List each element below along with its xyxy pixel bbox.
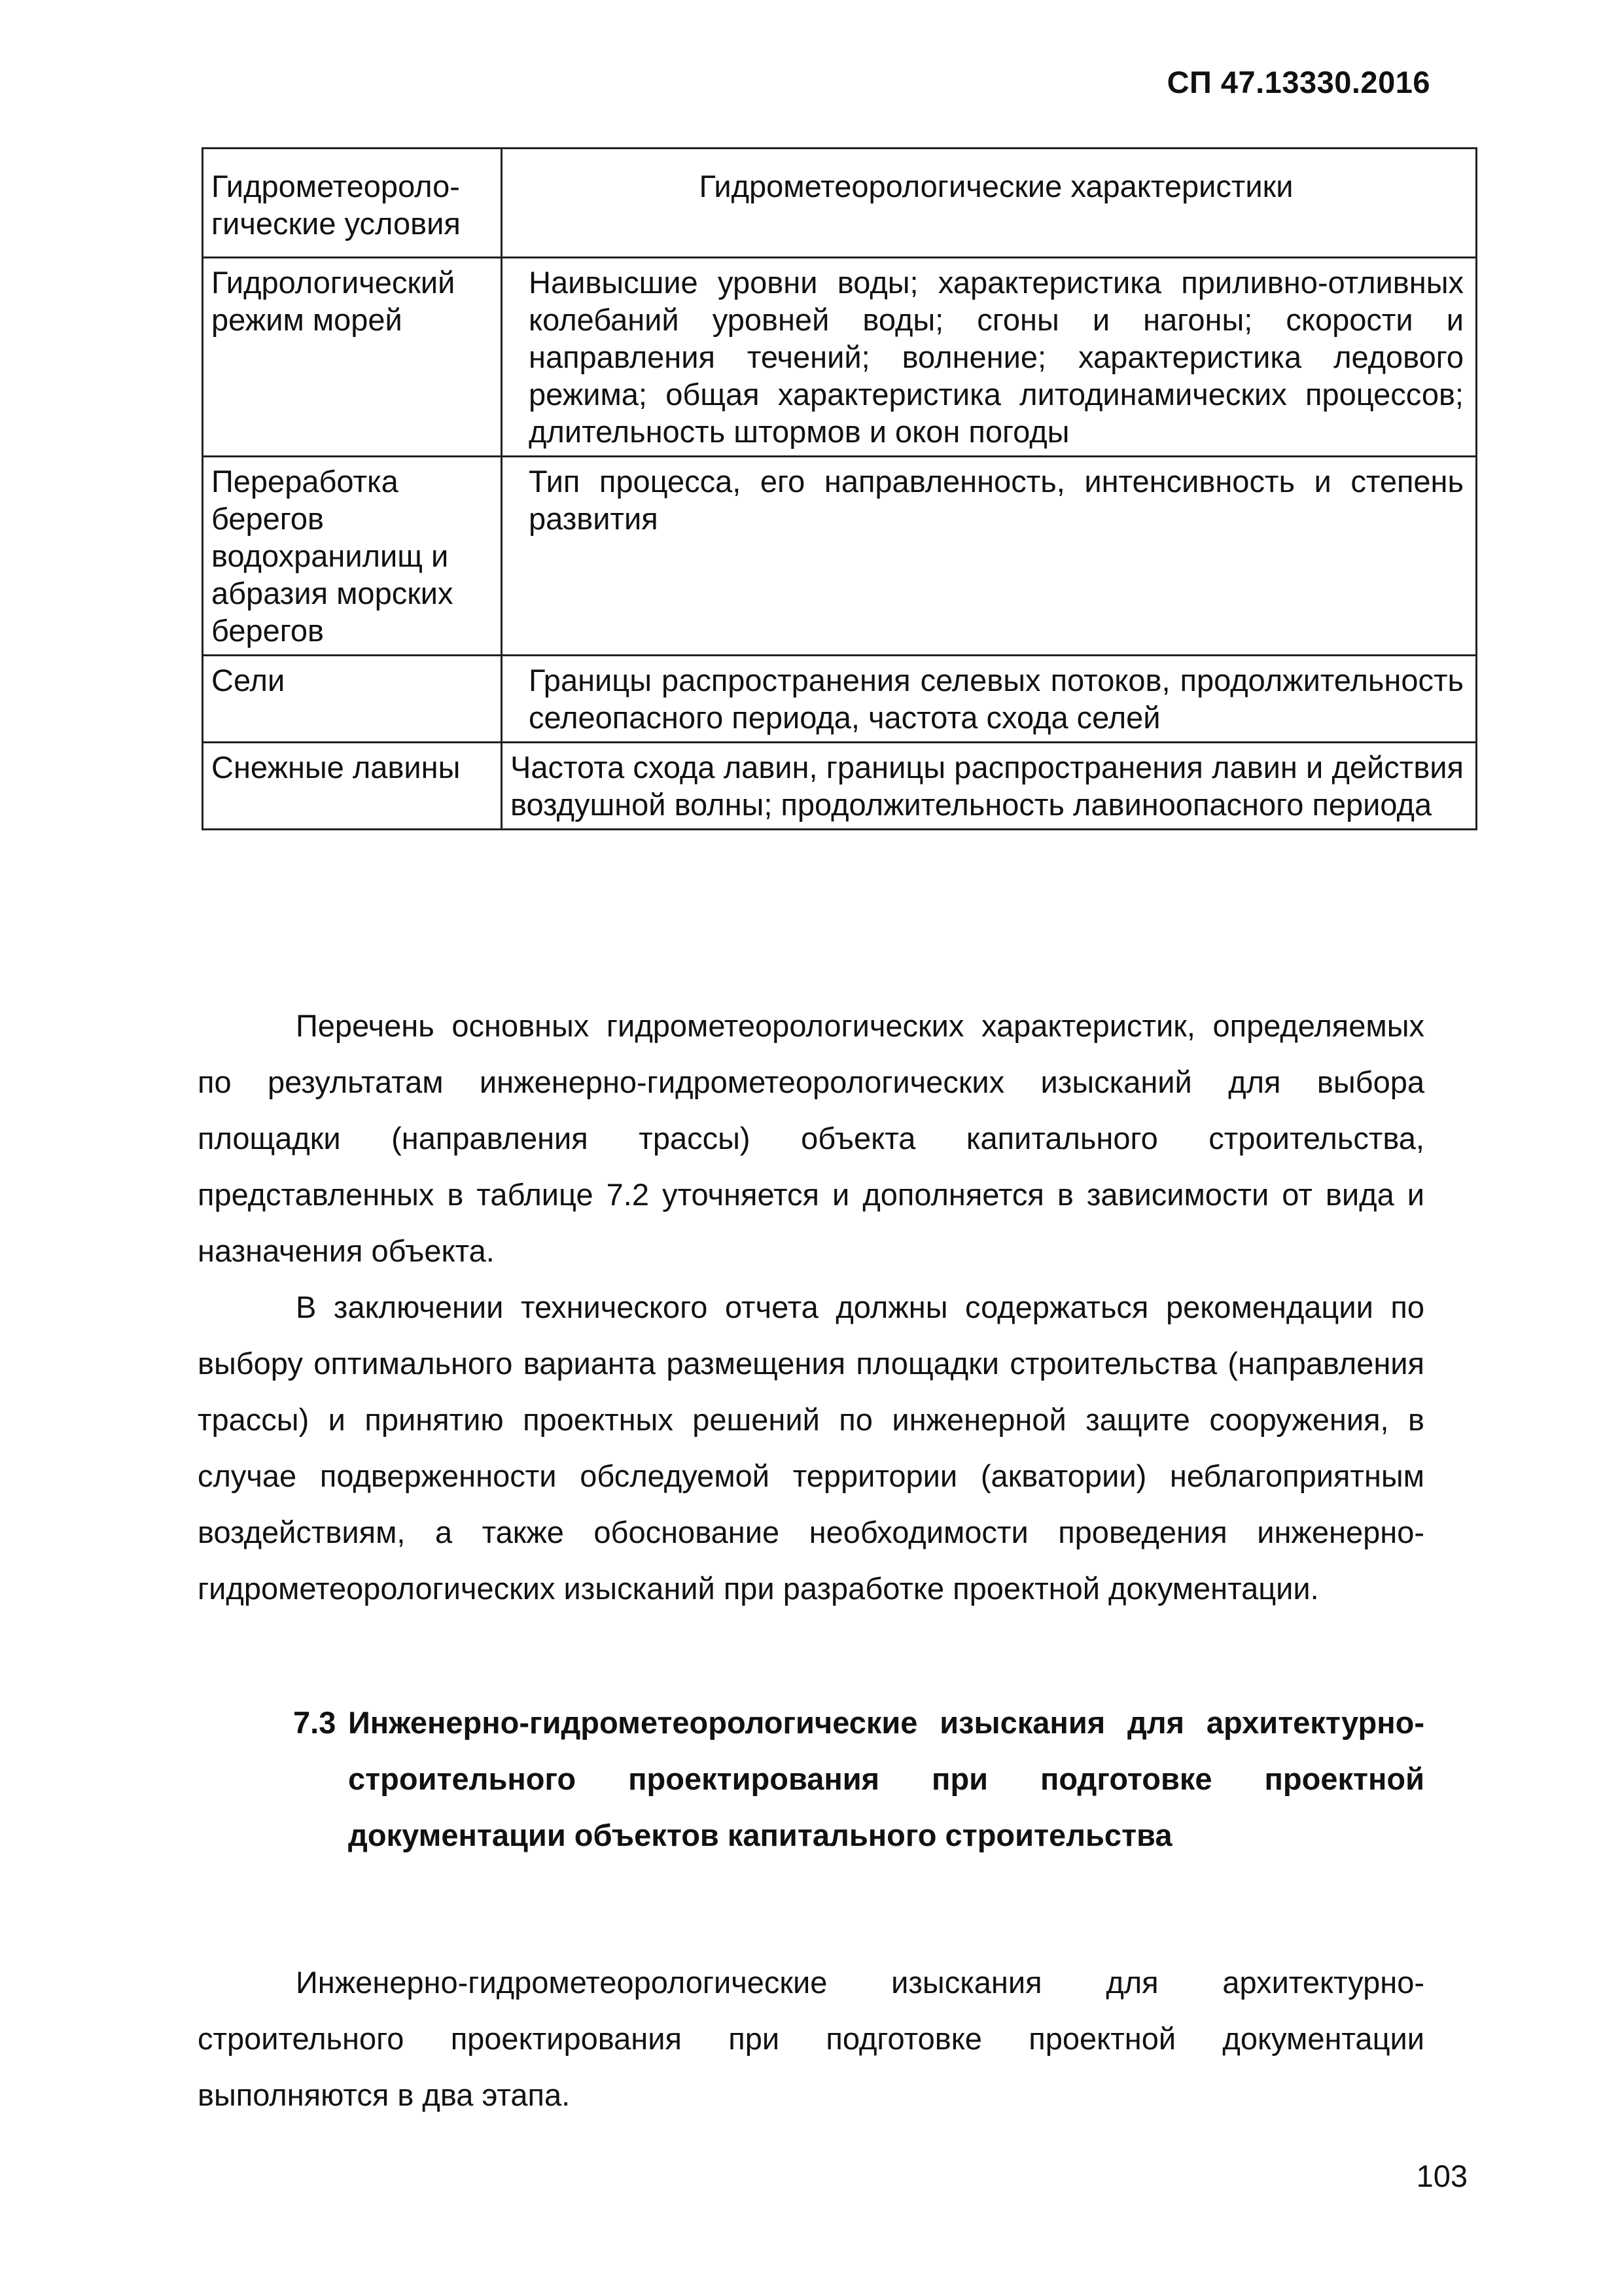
table-header-characteristics: Гидрометеорологические характеристики <box>502 149 1477 258</box>
table-cell-characteristics: Границы распространения селевых потоков, продолжительность селеопасного периода, частота схода селей <box>502 656 1477 743</box>
table-cell-condition: Переработка берегов водохранилищ и абразия морских берегов <box>203 457 502 656</box>
table-cell-condition: Сели <box>203 656 502 743</box>
table-row <box>203 457 1477 656</box>
page-number: 103 <box>1416 2159 1468 2193</box>
table-row <box>203 258 1477 457</box>
section-number: 7.3 <box>293 1705 336 1740</box>
table-row <box>203 743 1477 830</box>
table-row <box>203 656 1477 743</box>
table-cell-characteristics: Тип процесса, его направленность, интенсивность и степень развития <box>502 457 1477 656</box>
table-header-row <box>203 149 1477 258</box>
body-paragraph-3: Инженерно-гидрометеорологические изыскания для архитектурно-строительного проектирования при подготовке проектной документации выполняются в два этапа. <box>198 1965 1424 2112</box>
document-code: СП 47.13330.2016 <box>1167 65 1430 99</box>
body-paragraph-1: Перечень основных гидрометеорологических характеристик, определяемых по результатам инженерно-гидрометеорологических изысканий для выбора площадки (направления трассы) объекта капитального строительства, представленных в таблице 7.2 уточняется и дополняется в зависимости от вида и назначения объекта. <box>198 1008 1424 1268</box>
table-cell-condition: Гидрологический режим морей <box>203 258 502 457</box>
table-cell-condition: Снежные лавины <box>203 743 502 830</box>
body-paragraph-2: В заключении технического отчета должны содержаться рекомендации по выбору оптимального варианта размещения площадки строительства (направления трассы) и принятию проектных решений по инженерной защите сооружения, в случае подверженности обследуемой территории (акватории) неблагоприятным воздействиям, а также обоснование необходимости проведения инженерно-гидрометеорологических изысканий при разработке проектной документации. <box>198 1290 1424 1606</box>
table-cell-characteristics: Наивысшие уровни воды; характеристика приливно-отливных колебаний уровней воды; сгоны и нагоны; скорости и направления течений; волнение; характеристика ледового режима; общая характеристика литодинамических процессов; длительность штормов и окон погоды <box>502 258 1477 457</box>
section-heading <box>198 1695 1424 1863</box>
section-title: Инженерно-гидрометеорологические изыскания для архитектурно-строительного проектирования при подготовке проектной документации объектов капитального строительства <box>348 1705 1424 1852</box>
hydrometeorological-table <box>202 147 1477 830</box>
table-header-conditions: Гидрометеороло-гические условия <box>203 149 502 258</box>
table-cell-characteristics: Частота схода лавин, границы распространения лавин и действия воздушной волны; продолжительность лавиноопасного периода <box>502 743 1477 830</box>
